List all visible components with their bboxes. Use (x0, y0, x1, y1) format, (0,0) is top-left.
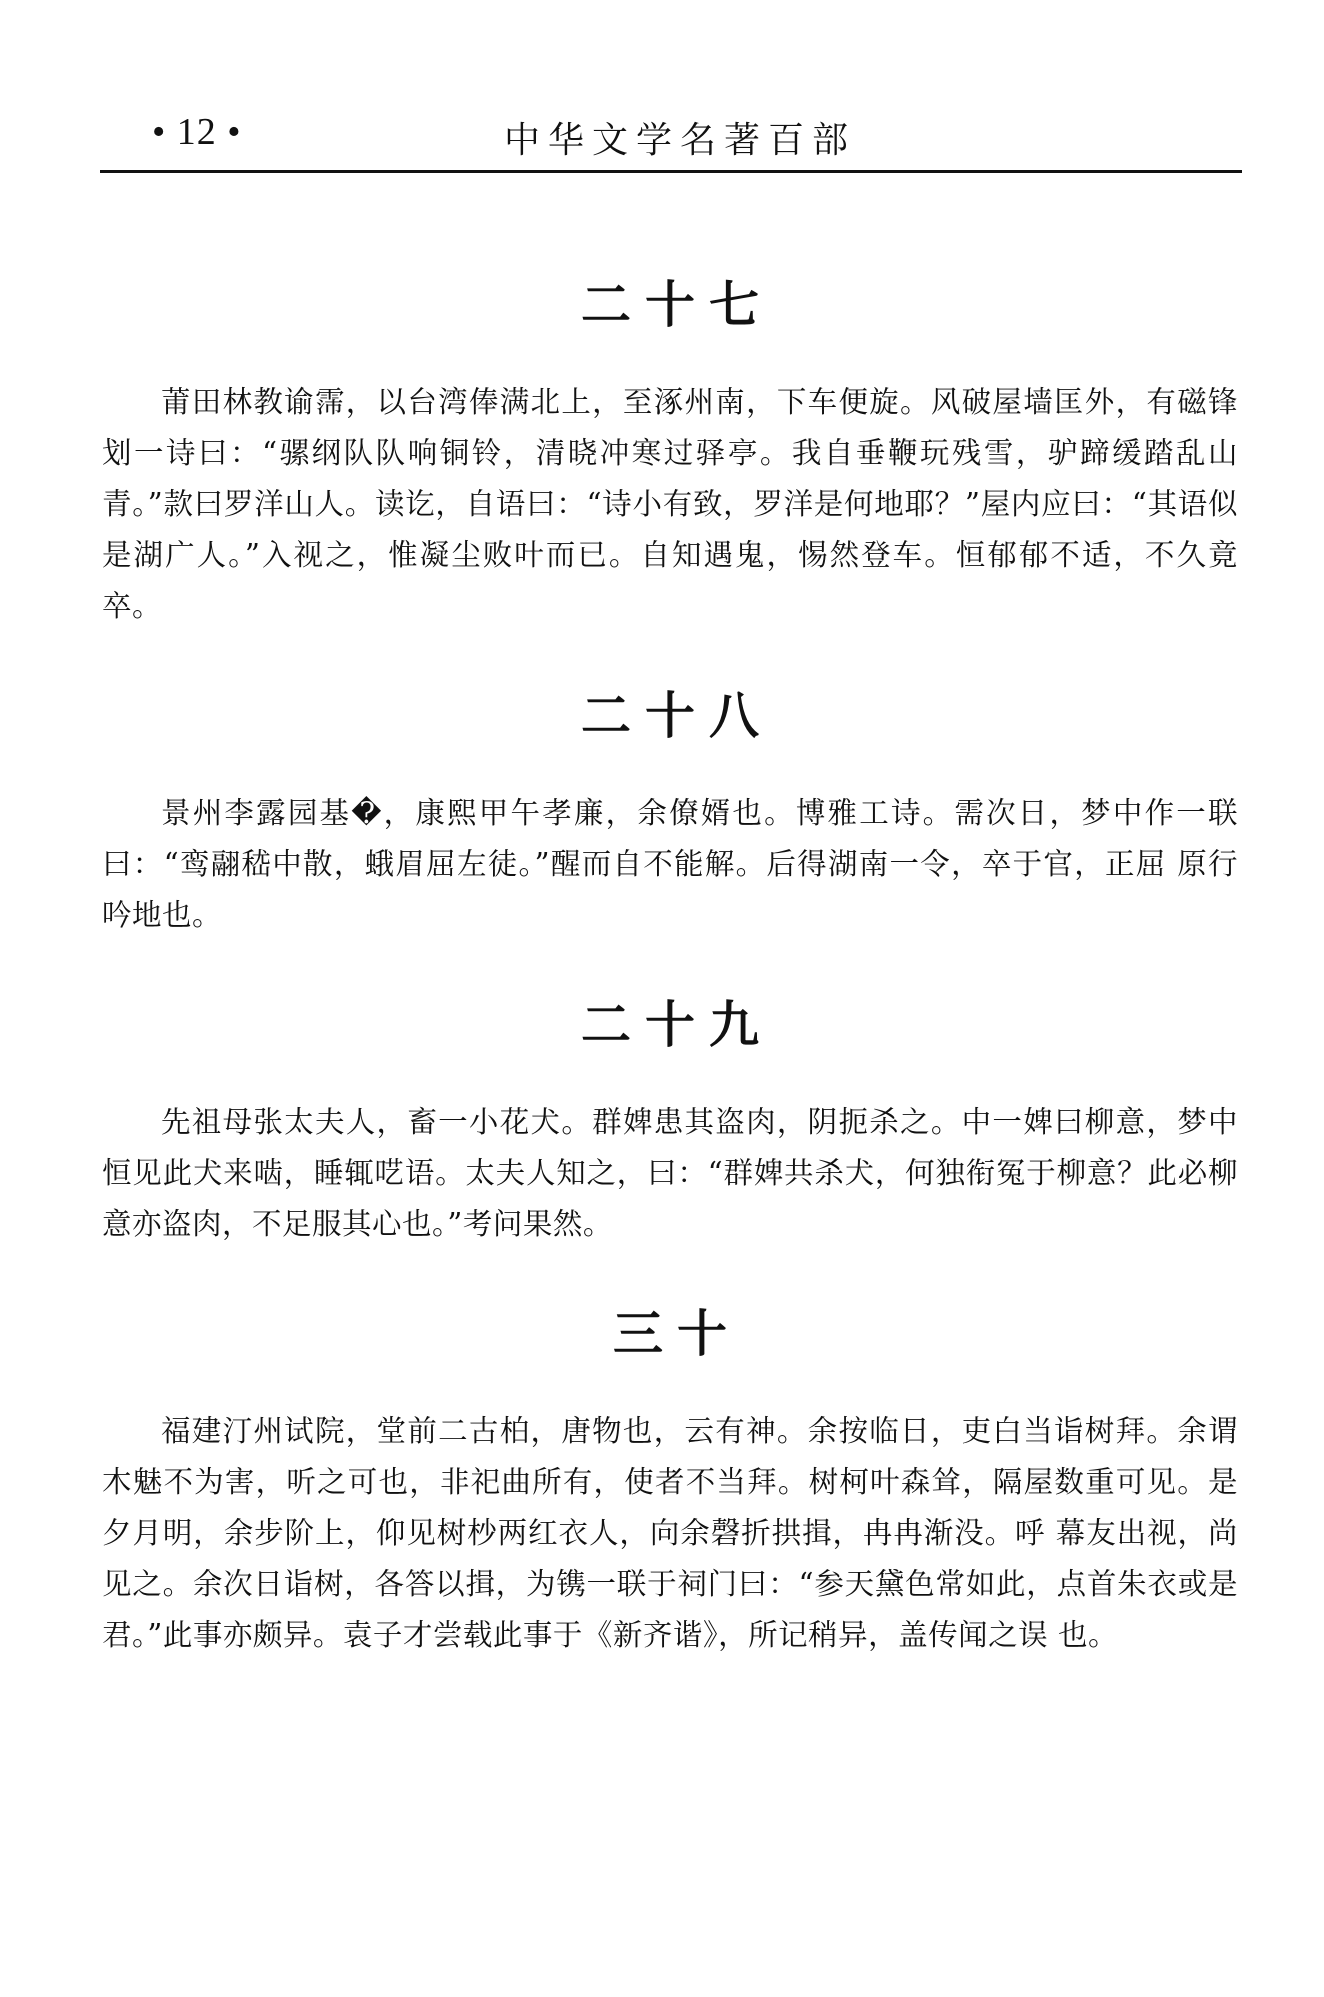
page-header (100, 108, 1242, 173)
section-30 (102, 1294, 1238, 1661)
section-paragraph: 福建汀州试院，堂前二古柏，唐物也，云有神。余按临日，吏白当诣树拜。余谓木魅不为害，听之可也，非祀曲所有，使者不当拜。树柯叶森耸，隔屋数重可见。是夕月明，余步阶上，仰见树杪两红衣人，向余磬折拱揖，冉冉渐没。呼 幕友出视，尚见之。余次日诣树，各答以揖，为镌一联于祠门曰：“参天黛色常如此，点首朱衣或是君。”此事亦颇异。袁子才尝载此事于《新齐谐》，所记稍异，盖传闻之误 也。 (102, 1414, 1238, 1652)
section-paragraph: 景州李露园基�，康熙甲午孝廉，余僚婿也。博雅工诗。需次日，梦中作一联曰：“鸾翮嵇中散，蛾眉屈左徒。”醒而自不能解。后得湖南一令，卒于官，正屈 原行吟地也。 (102, 796, 1238, 932)
page-content (102, 265, 1238, 1661)
page-number: • 12 • (152, 111, 242, 153)
book-title: 中华文学名著百部 (503, 120, 856, 161)
section-paragraph: 莆田林教谕霈，以台湾俸满北上，至涿州南，下车便旋。风破屋墙匡外，有磁锋划一诗曰：“骡纲队队响铜铃，清晓冲寒过驿亭。我自垂鞭玩残雪，驴蹄缓踏乱山青。”款曰罗洋山人。读讫，自语曰：“诗小有致，罗洋是何地耶？”屋内应曰：“其语似是湖广人。”入视之，惟凝尘败叶而已。自知遇鬼，惕然登车。恒郁郁不适，不久竟卒。 (102, 385, 1238, 623)
section-29 (102, 985, 1238, 1250)
section-28 (102, 676, 1238, 941)
section-27 (102, 265, 1238, 632)
section-heading: 二十八 (581, 687, 773, 745)
section-heading: 二十九 (581, 996, 773, 1054)
section-paragraph: 先祖母张太夫人，畜一小花犬。群婢患其盗肉，阴扼杀之。中一婢曰柳意，梦中恒见此犬来啮，睡辄呓语。太夫人知之，曰：“群婢共杀犬，何独衔冤于柳意？此必柳意亦盗肉，不足服其心也。”考问果然。 (102, 1105, 1238, 1241)
section-heading: 三十 (613, 1305, 741, 1363)
section-heading: 二十七 (581, 276, 773, 334)
